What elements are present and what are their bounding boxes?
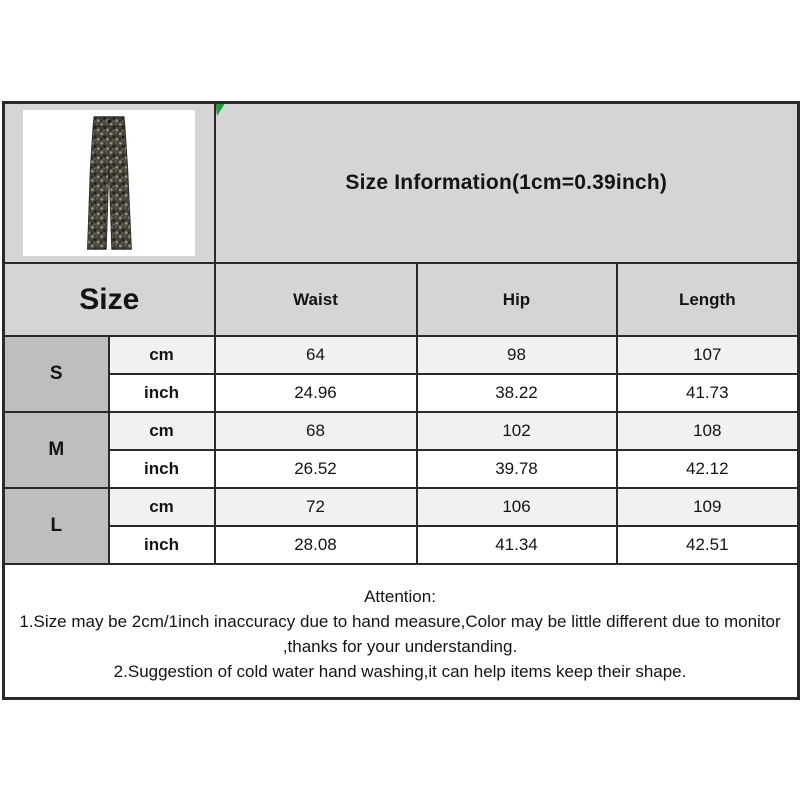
value-m-length-cm: 108 (617, 412, 799, 450)
unit-inch: inch (109, 374, 215, 412)
value-l-hip-cm: 106 (417, 488, 617, 526)
product-image-cell (4, 103, 215, 264)
value-m-length-inch: 42.12 (617, 450, 799, 488)
value-l-waist-inch: 28.08 (215, 526, 417, 564)
header-hip: Hip (417, 263, 617, 336)
value-s-length-cm: 107 (617, 336, 799, 374)
value-s-length-inch: 41.73 (617, 374, 799, 412)
value-l-hip-inch: 41.34 (417, 526, 617, 564)
corner-marker-icon (216, 104, 225, 116)
header-size: Size (4, 263, 215, 336)
table-row-l-inch (4, 526, 799, 564)
unit-cm: cm (109, 336, 215, 374)
value-l-length-cm: 109 (617, 488, 799, 526)
unit-inch: inch (109, 526, 215, 564)
product-image (23, 110, 195, 256)
value-l-waist-cm: 72 (215, 488, 417, 526)
value-l-length-inch: 42.51 (617, 526, 799, 564)
table-header-row (4, 263, 799, 336)
attention-heading: Attention: (364, 587, 436, 606)
table-row-m-cm (4, 412, 799, 450)
attention-line-1: 1.Size may be 2cm/1inch inaccuracy due to hand measure,Color may be little different due to monitor ,thanks for your understanding. (19, 612, 781, 656)
attention-row (4, 564, 799, 699)
header-length: Length (617, 263, 799, 336)
title-cell (215, 103, 799, 264)
table-row-s-cm (4, 336, 799, 374)
table-row-s-inch (4, 374, 799, 412)
value-s-hip-inch: 38.22 (417, 374, 617, 412)
size-label-s: S (4, 336, 109, 412)
value-m-hip-cm: 102 (417, 412, 617, 450)
size-label-m: M (4, 412, 109, 488)
attention-cell (4, 564, 799, 699)
attention-line-2: 2.Suggestion of cold water hand washing,it can help items keep their shape. (113, 662, 687, 681)
page-title: Size Information(1cm=0.39inch) (345, 171, 668, 194)
table-row-l-cm (4, 488, 799, 526)
header-waist: Waist (215, 263, 417, 336)
value-s-hip-cm: 98 (417, 336, 617, 374)
value-s-waist-inch: 24.96 (215, 374, 417, 412)
value-m-hip-inch: 39.78 (417, 450, 617, 488)
unit-cm: cm (109, 412, 215, 450)
table-row-m-inch (4, 450, 799, 488)
size-chart-table (2, 101, 800, 700)
value-s-waist-cm: 64 (215, 336, 417, 374)
value-m-waist-cm: 68 (215, 412, 417, 450)
size-label-l: L (4, 488, 109, 564)
unit-inch: inch (109, 450, 215, 488)
title-row (4, 103, 799, 264)
unit-cm: cm (109, 488, 215, 526)
attention-note (5, 578, 797, 684)
value-m-waist-inch: 26.52 (215, 450, 417, 488)
pants-illustration (77, 113, 141, 253)
